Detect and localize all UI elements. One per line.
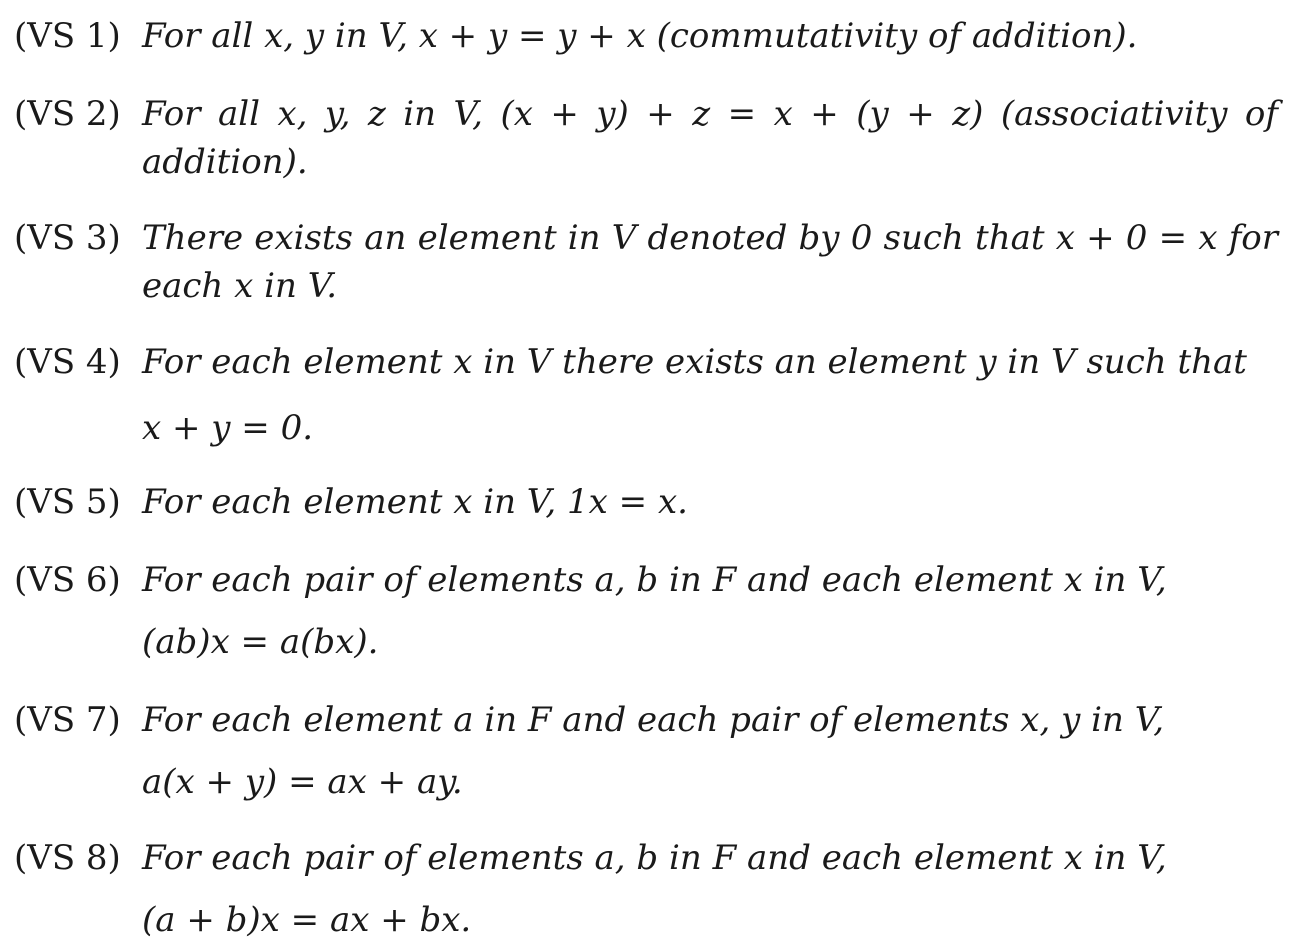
- axiom-text-line: For all x, y, z in V, (x + y) + z = x + (y + z) (associativity of: [142, 94, 1278, 134]
- axiom-text-line: each x in V.: [142, 266, 338, 306]
- axiom-text-line: For all x, y in V, x + y = y + x (commutativity of addition).: [142, 16, 1138, 56]
- axiom-text-line: For each pair of elements a, b in F and each element x in V,: [142, 560, 1167, 600]
- axiom-text-line: (a + b)x = ax + bx.: [142, 900, 472, 940]
- axiom-label: (VS 1): [14, 16, 121, 56]
- axiom-label: (VS 6): [14, 560, 121, 600]
- axiom-text-line: a(x + y) = ax + ay.: [142, 762, 463, 802]
- axiom-text-line: x + y = 0.: [142, 408, 314, 448]
- axiom-text-line: For each element a in F and each pair of elements x, y in V,: [142, 700, 1165, 740]
- axiom-text-line: (ab)x = a(bx).: [142, 622, 379, 662]
- axiom-text-line: For each element x in V, 1x = x.: [142, 482, 688, 522]
- axiom-label: (VS 7): [14, 700, 121, 740]
- axiom-label: (VS 8): [14, 838, 121, 878]
- axiom-label: (VS 4): [14, 342, 121, 382]
- axiom-label: (VS 5): [14, 482, 121, 522]
- axiom-label: (VS 3): [14, 218, 121, 258]
- axiom-text-line: For each pair of elements a, b in F and each element x in V,: [142, 838, 1167, 878]
- axiom-text-line: There exists an element in V denoted by 0 such that x + 0 = x for: [142, 218, 1278, 258]
- axiom-label: (VS 2): [14, 94, 121, 134]
- axiom-text-line: For each element x in V there exists an element y in V such that: [142, 342, 1247, 382]
- axiom-text-line: addition).: [142, 142, 308, 182]
